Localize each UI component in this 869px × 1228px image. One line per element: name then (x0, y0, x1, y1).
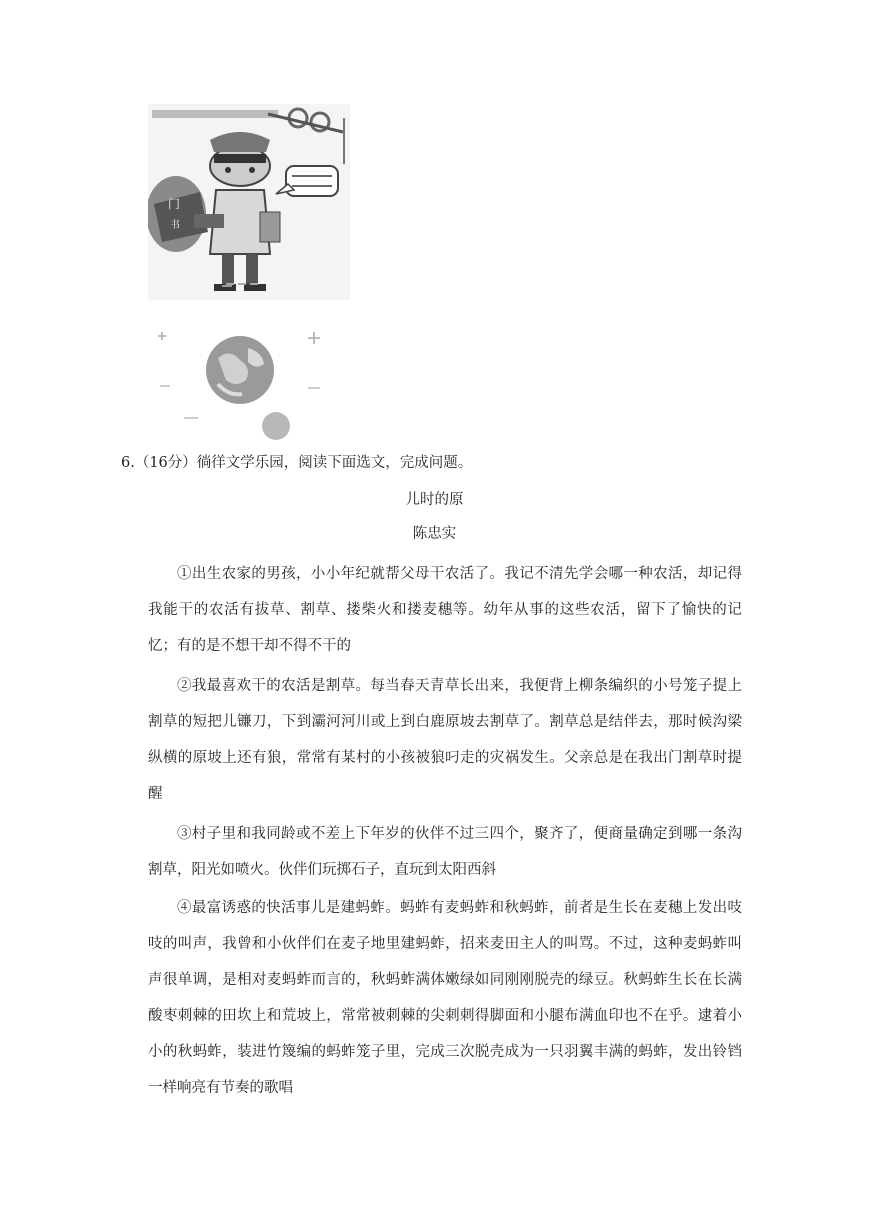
svg-text:门: 门 (168, 197, 181, 211)
article-paragraph-2: ②我最喜欢干的农活是割草。每当春天青草长出来，我便背上柳条编织的小号笼子提上割草的短把儿镰刀，下到灞河河川或上到白鹿原坡去割草了。割草总是结伴去，那时候沟梁纵横的原坡上还有狼，常常有某村的小孩被狼叼走的灾祸发生。父亲总是在我出门割草时提醒 (148, 678, 742, 802)
article-paragraph-1: ①出生农家的男孩，小小年纪就帮父母干农活了。我记不清先学会哪一种农活，却记得我能干的农活有拔草、割草、搂柴火和搂麦穗等。幼年从事的这些农活，留下了愉快的记忆；有的是不想干却不得不干的 (148, 566, 742, 654)
svg-text:书: 书 (170, 220, 180, 231)
article-paragraph-3: ③村子里和我同龄或不差上下年岁的伙伴不过三四个，聚齐了，便商量确定到哪一条沟割草，阳光如喷火。伙伴们玩掷石子，直玩到太阳西斜 (148, 826, 742, 878)
article-title: 儿时的原 (405, 492, 464, 508)
question-6-prompt: 6.（16分）徜徉文学乐园，阅读下面选文，完成问题。 (121, 455, 473, 471)
article-paragraph-4: ④最富诱惑的快活事儿是建蚂蚱。蚂蚱有麦蚂蚱和秋蚂蚱，前者是生长在麦穗上发出吱吱的叫声，我曾和小伙伴们在麦子地里建蚂蚱，招来麦田主人的叫骂。不过，这种麦蚂蚱叫声很单调，是相对麦蚂蚱而言的，秋蚂蚱满体嫩绿如同刚刚脱壳的绿豆。秋蚂蚱生长在长满酸枣刺棘的田坎上和荒坡上，常常被刺棘的尖刺刺得脚面和小腿布满血印也不在乎。逮着小小的秋蚂蚱，装进竹篾编的蚂蚱笼子里，完成三次脱壳成为一只羽翼丰满的蚂蚱，发出铃铛一样响亮有节奏的歌唱 (148, 900, 742, 1096)
globe-illustration (148, 318, 338, 448)
article-author: 陈忠实 (412, 526, 457, 542)
cartoon-illustration (148, 104, 350, 300)
cartoon-caption-smudge (224, 278, 264, 290)
